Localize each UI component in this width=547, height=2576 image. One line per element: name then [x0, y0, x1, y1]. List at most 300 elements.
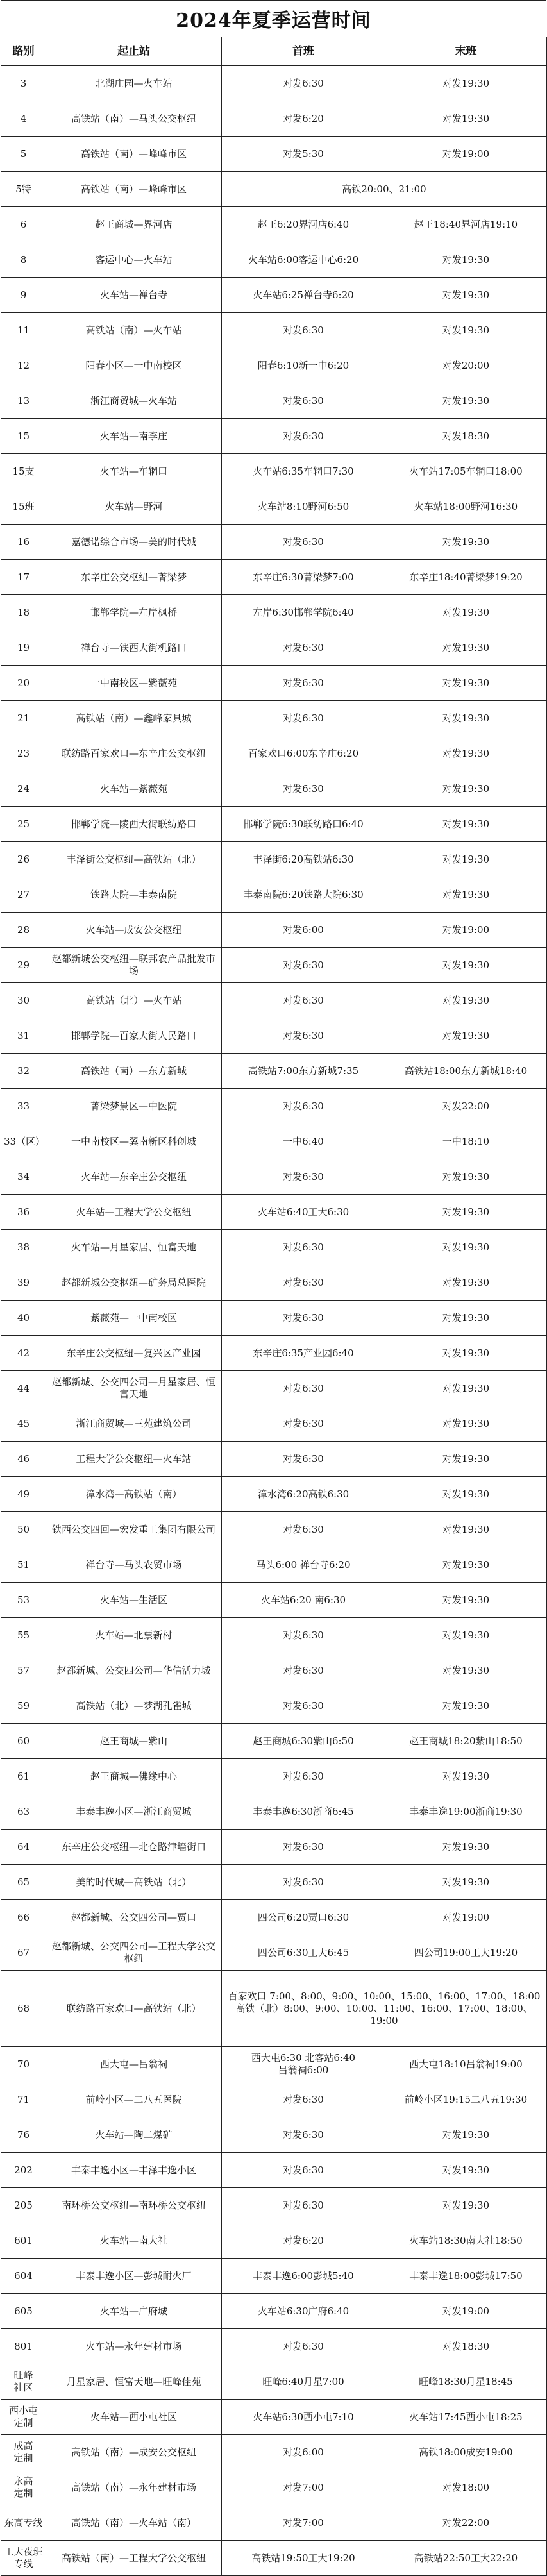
first-bus-cell: 高铁站7:00东方新城7:35 [222, 1054, 385, 1089]
header-stops: 起止站 [46, 37, 222, 66]
stops-cell: 南环桥公交枢纽—南环桥公交枢纽 [46, 2188, 222, 2223]
last-bus-cell: 对发19:30 [385, 1406, 547, 1442]
route-cell: 5 [1, 137, 46, 172]
table-row [1, 1230, 547, 1265]
table-row [1, 2505, 547, 2541]
first-bus-cell: 对发6:30 [222, 2153, 385, 2188]
route-cell: 801 [1, 2329, 46, 2364]
table-row [1, 137, 547, 172]
table-row [1, 1583, 547, 1618]
stops-cell: 东辛庄公交枢纽—北仓路津墙街口 [46, 1830, 222, 1865]
stops-cell: 紫薇苑—一中南校区 [46, 1301, 222, 1336]
table-row [1, 1124, 547, 1159]
route-cell: 27 [1, 877, 46, 913]
last-bus-cell: 对发22:00 [385, 2505, 547, 2541]
route-cell: 53 [1, 1583, 46, 1618]
route-cell: 西小屯 定制 [1, 2400, 46, 2435]
route-cell: 5特 [1, 172, 46, 207]
last-bus-cell: 高铁站22:50工大22:20 [385, 2541, 547, 2576]
stops-cell: 高铁站（南）—永年建材市场 [46, 2470, 222, 2505]
first-bus-cell: 对发6:30 [222, 630, 385, 666]
last-bus-cell: 对发19:30 [385, 1442, 547, 1477]
stops-cell: 联纺路百家欢口—东辛庄公交枢纽 [46, 736, 222, 771]
first-bus-cell: 四公司6:20贾口6:30 [222, 1900, 385, 1935]
last-bus-cell: 对发19:30 [385, 66, 547, 101]
first-bus-cell: 左岸6:30邯郸学院6:40 [222, 595, 385, 630]
stops-cell: 铁西公交四回—宏发重工集团有限公司 [46, 1512, 222, 1547]
table-row [1, 2470, 547, 2505]
route-cell: 6 [1, 207, 46, 242]
stops-cell: 火车站—广府城 [46, 2294, 222, 2329]
route-cell: 71 [1, 2082, 46, 2117]
table-row [1, 1618, 547, 1653]
last-bus-cell: 对发19:30 [385, 1477, 547, 1512]
route-cell: 42 [1, 1336, 46, 1371]
first-bus-cell: 高铁站19:50工大19:20 [222, 2541, 385, 2576]
table-row [1, 630, 547, 666]
page-title: 2024年夏季运营时间 [1, 0, 546, 37]
stops-cell: 高铁站（南）—马头公交枢纽 [46, 101, 222, 137]
route-cell: 24 [1, 771, 46, 807]
first-bus-cell: 对发6:30 [222, 771, 385, 807]
last-bus-cell: 火车站18:30南大社18:50 [385, 2223, 547, 2259]
first-bus-cell: 对发6:30 [222, 525, 385, 560]
last-bus-cell: 对发19:30 [385, 101, 547, 137]
last-bus-cell: 对发19:30 [385, 1618, 547, 1653]
stops-cell: 火车站—北票新村 [46, 1618, 222, 1653]
route-cell: 45 [1, 1406, 46, 1442]
last-bus-cell: 对发19:00 [385, 913, 547, 948]
table-row [1, 2117, 547, 2153]
table-row [1, 278, 547, 313]
stops-cell: 漳水湾—高铁站（南） [46, 1477, 222, 1512]
last-bus-cell: 高铁18:00成安19:00 [385, 2435, 547, 2470]
stops-cell: 高铁站（南）—工程大学公交枢纽 [46, 2541, 222, 2576]
stops-cell: 赵都新城、公交四公司—工程大学公交枢纽 [46, 1935, 222, 1971]
last-bus-cell: 对发19:30 [385, 983, 547, 1018]
last-bus-cell: 对发19:00 [385, 2294, 547, 2329]
last-bus-cell: 对发19:30 [385, 383, 547, 419]
first-bus-cell: 对发6:30 [222, 1371, 385, 1406]
route-cell: 成高 定制 [1, 2435, 46, 2470]
last-bus-cell: 对发22:00 [385, 1089, 547, 1124]
route-cell: 68 [1, 1971, 46, 2047]
first-bus-cell: 对发6:30 [222, 1089, 385, 1124]
first-bus-cell: 一中6:40 [222, 1124, 385, 1159]
table-row [1, 1935, 547, 1971]
last-bus-cell: 西大屯18:10吕翁祠19:00 [385, 2047, 547, 2082]
first-bus-cell: 火车站6:00客运中心6:20 [222, 242, 385, 278]
route-cell: 8 [1, 242, 46, 278]
stops-cell: 火车站—南李庄 [46, 419, 222, 454]
first-bus-cell: 对发6:30 [222, 2117, 385, 2153]
first-bus-cell: 火车站8:10野河6:50 [222, 489, 385, 525]
route-cell: 23 [1, 736, 46, 771]
last-bus-cell: 对发19:30 [385, 595, 547, 630]
first-bus-cell: 对发6:30 [222, 948, 385, 983]
stops-cell: 高铁站（南）—火车站（南） [46, 2505, 222, 2541]
table-row [1, 1371, 547, 1406]
last-bus-cell: 对发18:00 [385, 2470, 547, 2505]
table-row [1, 419, 547, 454]
first-bus-cell: 邯郸学院6:30联纺路口6:40 [222, 807, 385, 842]
route-cell: 64 [1, 1830, 46, 1865]
first-bus-cell: 对发6:30 [222, 1688, 385, 1724]
first-bus-cell: 对发7:00 [222, 2470, 385, 2505]
header-last: 末班 [385, 37, 547, 66]
first-bus-cell: 旺峰6:40月星7:00 [222, 2364, 385, 2400]
route-cell: 东高专线 [1, 2505, 46, 2541]
table-row [1, 2082, 547, 2117]
first-bus-cell: 对发6:30 [222, 419, 385, 454]
table-row [1, 595, 547, 630]
table-row [1, 2259, 547, 2294]
stops-cell: 火车站—永年建材市场 [46, 2329, 222, 2364]
stops-cell: 赵都新城、公交四公司—华信活力城 [46, 1653, 222, 1688]
table-row [1, 2223, 547, 2259]
route-cell: 26 [1, 842, 46, 877]
stops-cell: 高铁站（南）—鑫峰家具城 [46, 701, 222, 736]
first-bus-cell: 火车站6:30西小屯7:10 [222, 2400, 385, 2435]
route-cell: 76 [1, 2117, 46, 2153]
table-row [1, 1865, 547, 1900]
last-bus-cell: 对发19:30 [385, 630, 547, 666]
first-bus-cell: 对发6:30 [222, 983, 385, 1018]
stops-cell: 火车站—南大社 [46, 2223, 222, 2259]
route-cell: 20 [1, 666, 46, 701]
stops-cell: 邯郸学院—左岸枫桥 [46, 595, 222, 630]
route-cell: 59 [1, 1688, 46, 1724]
stops-cell: 月星家居、恒富天地—旺峰佳苑 [46, 2364, 222, 2400]
first-bus-cell: 对发6:30 [222, 1830, 385, 1865]
table-row [1, 1900, 547, 1935]
route-cell: 13 [1, 383, 46, 419]
table-row [1, 913, 547, 948]
stops-cell: 火车站—生活区 [46, 1583, 222, 1618]
stops-cell: 一中南校区—紫薇苑 [46, 666, 222, 701]
stops-cell: 前岭小区—二八五医院 [46, 2082, 222, 2117]
last-bus-cell: 对发19:30 [385, 701, 547, 736]
route-cell: 永高 定制 [1, 2470, 46, 2505]
stops-cell: 赵都新城、公交四公司—月星家居、恒富天地 [46, 1371, 222, 1406]
route-cell: 25 [1, 807, 46, 842]
merged-time-cell: 高铁20:00、21:00 [222, 172, 547, 207]
last-bus-cell: 对发19:30 [385, 1547, 547, 1583]
first-bus-cell: 对发6:30 [222, 1301, 385, 1336]
table-row [1, 1547, 547, 1583]
first-bus-cell: 火车站6:20 南6:30 [222, 1583, 385, 1618]
first-bus-cell: 对发6:30 [222, 1759, 385, 1794]
first-bus-cell: 丰泰丰逸6:00彭城5:40 [222, 2259, 385, 2294]
table-row [1, 807, 547, 842]
last-bus-cell: 对发19:30 [385, 948, 547, 983]
route-cell: 17 [1, 560, 46, 595]
stops-cell: 高铁站（南）—火车站 [46, 313, 222, 348]
first-bus-cell: 对发6:20 [222, 2223, 385, 2259]
first-bus-cell: 东辛庄6:35产业园6:40 [222, 1336, 385, 1371]
table-row [1, 1195, 547, 1230]
table-row [1, 101, 547, 137]
first-bus-cell: 漳水湾6:20高铁6:30 [222, 1477, 385, 1512]
table-row [1, 1971, 547, 2047]
route-cell: 67 [1, 1935, 46, 1971]
stops-cell: 高铁站（北）—梦湖孔雀城 [46, 1688, 222, 1724]
schedule-body [1, 66, 547, 2576]
first-bus-cell: 火车站6:30广府6:40 [222, 2294, 385, 2329]
schedule-sheet [1, 0, 546, 2576]
table-row [1, 560, 547, 595]
last-bus-cell: 旺峰18:30月星18:45 [385, 2364, 547, 2400]
stops-cell: 火车站—成安公交枢纽 [46, 913, 222, 948]
table-row [1, 348, 547, 383]
route-cell: 31 [1, 1018, 46, 1054]
merged-time-cell: 百家欢口 7:00、8:00、9:00、10:00、15:00、16:00、17:00、18:00 高铁（北）8:00、9:00、10:00、11:00、16:00、17:00、18:00、19:00 [222, 1971, 547, 2047]
stops-cell: 火车站—紫薇苑 [46, 771, 222, 807]
first-bus-cell: 对发6:00 [222, 2435, 385, 2470]
route-cell: 601 [1, 2223, 46, 2259]
first-bus-cell: 对发6:30 [222, 66, 385, 101]
route-cell: 60 [1, 1724, 46, 1759]
table-row [1, 2435, 547, 2470]
table-row [1, 2047, 547, 2082]
first-bus-cell: 对发6:00 [222, 913, 385, 948]
first-bus-cell: 西大屯6:30 北客站6:40 吕翁祠6:00 [222, 2047, 385, 2082]
stops-cell: 丰泰丰逸小区—彭城耐火厂 [46, 2259, 222, 2294]
stops-cell: 丰泰丰逸小区—丰泽丰逸小区 [46, 2153, 222, 2188]
table-row [1, 1477, 547, 1512]
stops-cell: 菁梁梦景区—中医院 [46, 1089, 222, 1124]
stops-cell: 铁路大院—丰泰南院 [46, 877, 222, 913]
first-bus-cell: 对发6:30 [222, 701, 385, 736]
last-bus-cell: 对发19:30 [385, 1759, 547, 1794]
table-row [1, 771, 547, 807]
stops-cell: 浙江商贸城—火车站 [46, 383, 222, 419]
header-row [1, 37, 547, 66]
last-bus-cell: 火车站18:00野河16:30 [385, 489, 547, 525]
table-row [1, 1301, 547, 1336]
stops-cell: 邯郸学院—百家大街人民路口 [46, 1018, 222, 1054]
first-bus-cell: 对发6:30 [222, 1442, 385, 1477]
table-row [1, 525, 547, 560]
last-bus-cell: 对发19:00 [385, 1900, 547, 1935]
last-bus-cell: 对发18:30 [385, 2329, 547, 2364]
first-bus-cell: 四公司6:30工大6:45 [222, 1935, 385, 1971]
last-bus-cell: 东辛庄18:40菁梁梦19:20 [385, 560, 547, 595]
route-cell: 70 [1, 2047, 46, 2082]
last-bus-cell: 对发19:30 [385, 1018, 547, 1054]
stops-cell: 高铁站（南）—峰峰市区 [46, 137, 222, 172]
last-bus-cell: 对发19:30 [385, 1512, 547, 1547]
table-row [1, 842, 547, 877]
route-cell: 49 [1, 1477, 46, 1512]
stops-cell: 赵王商城—佛缘中心 [46, 1759, 222, 1794]
table-row [1, 313, 547, 348]
last-bus-cell: 对发19:30 [385, 666, 547, 701]
last-bus-cell: 对发19:30 [385, 2153, 547, 2188]
first-bus-cell: 马头6:00 禅台寺6:20 [222, 1547, 385, 1583]
table-row [1, 1054, 547, 1089]
first-bus-cell: 对发6:30 [222, 313, 385, 348]
stops-cell: 邯郸学院—陵西大街联纺路口 [46, 807, 222, 842]
route-cell: 旺峰 社区 [1, 2364, 46, 2400]
last-bus-cell: 丰泰丰逸18:00彭城17:50 [385, 2259, 547, 2294]
stops-cell: 火车站—西小屯社区 [46, 2400, 222, 2435]
stops-cell: 火车站—东辛庄公交枢纽 [46, 1159, 222, 1195]
last-bus-cell: 对发19:30 [385, 1371, 547, 1406]
last-bus-cell: 对发19:30 [385, 771, 547, 807]
last-bus-cell: 对发19:30 [385, 525, 547, 560]
route-cell: 34 [1, 1159, 46, 1195]
last-bus-cell: 对发19:30 [385, 1583, 547, 1618]
header-first: 首班 [222, 37, 385, 66]
last-bus-cell: 对发19:30 [385, 807, 547, 842]
route-cell: 16 [1, 525, 46, 560]
table-row [1, 2294, 547, 2329]
table-row [1, 1159, 547, 1195]
first-bus-cell: 赵王商城6:30紫山6:50 [222, 1724, 385, 1759]
route-cell: 202 [1, 2153, 46, 2188]
last-bus-cell: 对发19:30 [385, 1830, 547, 1865]
stops-cell: 丰泰丰逸小区—浙江商贸城 [46, 1794, 222, 1830]
table-row [1, 172, 547, 207]
first-bus-cell: 东辛庄6:30菁梁梦7:00 [222, 560, 385, 595]
table-row [1, 1830, 547, 1865]
table-row [1, 1442, 547, 1477]
first-bus-cell: 对发6:30 [222, 1512, 385, 1547]
stops-cell: 西大屯—吕翁祠 [46, 2047, 222, 2082]
route-cell: 36 [1, 1195, 46, 1230]
stops-cell: 美的时代城—高铁站（北） [46, 1865, 222, 1900]
first-bus-cell: 对发6:30 [222, 666, 385, 701]
stops-cell: 火车站—野河 [46, 489, 222, 525]
first-bus-cell: 对发5:30 [222, 137, 385, 172]
last-bus-cell: 对发19:00 [385, 137, 547, 172]
route-cell: 29 [1, 948, 46, 983]
first-bus-cell: 对发6:30 [222, 1406, 385, 1442]
last-bus-cell: 对发19:30 [385, 2188, 547, 2223]
stops-cell: 嘉德诺综合市场—美的时代城 [46, 525, 222, 560]
route-cell: 39 [1, 1265, 46, 1301]
last-bus-cell: 对发19:30 [385, 1195, 547, 1230]
stops-cell: 联纺路百家欢口—高铁站（北） [46, 1971, 222, 2047]
table-row [1, 877, 547, 913]
route-cell: 605 [1, 2294, 46, 2329]
table-row [1, 489, 547, 525]
first-bus-cell: 丰泰南院6:20铁路大院6:30 [222, 877, 385, 913]
route-cell: 604 [1, 2259, 46, 2294]
first-bus-cell: 百家欢口6:00东辛庄6:20 [222, 736, 385, 771]
table-row [1, 1336, 547, 1371]
stops-cell: 高铁站（北）—火车站 [46, 983, 222, 1018]
stops-cell: 火车站—工程大学公交枢纽 [46, 1195, 222, 1230]
first-bus-cell: 对发6:30 [222, 1018, 385, 1054]
first-bus-cell: 对发6:20 [222, 101, 385, 137]
route-cell: 工大夜班 专线 [1, 2541, 46, 2576]
route-cell: 15 [1, 419, 46, 454]
route-cell: 19 [1, 630, 46, 666]
route-cell: 63 [1, 1794, 46, 1830]
stops-cell: 东辛庄公交枢纽—复兴区产业园 [46, 1336, 222, 1371]
last-bus-cell: 对发19:30 [385, 313, 547, 348]
table-row [1, 2364, 547, 2400]
route-cell: 50 [1, 1512, 46, 1547]
first-bus-cell: 阳春6:10新一中6:20 [222, 348, 385, 383]
last-bus-cell: 对发19:30 [385, 736, 547, 771]
route-cell: 18 [1, 595, 46, 630]
last-bus-cell: 对发19:30 [385, 1688, 547, 1724]
last-bus-cell: 对发19:30 [385, 1336, 547, 1371]
stops-cell: 赵王商城—界河店 [46, 207, 222, 242]
header-route: 路别 [1, 37, 46, 66]
schedule-table [1, 37, 547, 2576]
last-bus-cell: 对发19:30 [385, 1159, 547, 1195]
last-bus-cell: 赵王商城18:20紫山18:50 [385, 1724, 547, 1759]
route-cell: 15班 [1, 489, 46, 525]
table-row [1, 1018, 547, 1054]
stops-cell: 火车站—陶二煤矿 [46, 2117, 222, 2153]
first-bus-cell: 丰泽街6:20高铁站6:30 [222, 842, 385, 877]
last-bus-cell: 对发19:30 [385, 2117, 547, 2153]
last-bus-cell: 火车站17:05车辋口18:00 [385, 454, 547, 489]
route-cell: 15支 [1, 454, 46, 489]
table-row [1, 1794, 547, 1830]
route-cell: 9 [1, 278, 46, 313]
last-bus-cell: 赵王18:40界河店19:10 [385, 207, 547, 242]
stops-cell: 禅台寺—铁西大街机路口 [46, 630, 222, 666]
last-bus-cell: 高铁站18:00东方新城18:40 [385, 1054, 547, 1089]
table-row [1, 1653, 547, 1688]
table-row [1, 383, 547, 419]
last-bus-cell: 对发19:30 [385, 242, 547, 278]
stops-cell: 工程大学公交枢纽—火车站 [46, 1442, 222, 1477]
last-bus-cell: 对发19:30 [385, 842, 547, 877]
table-row [1, 66, 547, 101]
first-bus-cell: 火车站6:25禅台寺6:20 [222, 278, 385, 313]
route-cell: 3 [1, 66, 46, 101]
last-bus-cell: 对发19:30 [385, 1653, 547, 1688]
last-bus-cell: 丰泰丰逸19:00浙商19:30 [385, 1794, 547, 1830]
first-bus-cell: 对发6:30 [222, 383, 385, 419]
last-bus-cell: 前岭小区19:15二八五19:30 [385, 2082, 547, 2117]
stops-cell: 赵都新城公交枢纽—矿务局总医院 [46, 1265, 222, 1301]
route-cell: 44 [1, 1371, 46, 1406]
table-row [1, 2153, 547, 2188]
first-bus-cell: 火车站6:40工大6:30 [222, 1195, 385, 1230]
first-bus-cell: 对发6:30 [222, 1265, 385, 1301]
stops-cell: 高铁站（南）—成安公交枢纽 [46, 2435, 222, 2470]
table-row [1, 207, 547, 242]
table-row [1, 242, 547, 278]
table-row [1, 666, 547, 701]
table-row [1, 948, 547, 983]
stops-cell: 丰泽街公交枢纽—高铁站（北） [46, 842, 222, 877]
table-row [1, 1688, 547, 1724]
table-row [1, 454, 547, 489]
stops-cell: 赵王商城—紫山 [46, 1724, 222, 1759]
stops-cell: 浙江商贸城—三苑建筑公司 [46, 1406, 222, 1442]
route-cell: 11 [1, 313, 46, 348]
first-bus-cell: 对发6:30 [222, 2188, 385, 2223]
route-cell: 205 [1, 2188, 46, 2223]
table-row [1, 2188, 547, 2223]
route-cell: 38 [1, 1230, 46, 1265]
first-bus-cell: 对发6:30 [222, 2329, 385, 2364]
stops-cell: 高铁站（南）—东方新城 [46, 1054, 222, 1089]
last-bus-cell: 对发19:30 [385, 1230, 547, 1265]
stops-cell: 禅台寺—马头农贸市场 [46, 1547, 222, 1583]
route-cell: 57 [1, 1653, 46, 1688]
first-bus-cell: 对发6:30 [222, 1865, 385, 1900]
